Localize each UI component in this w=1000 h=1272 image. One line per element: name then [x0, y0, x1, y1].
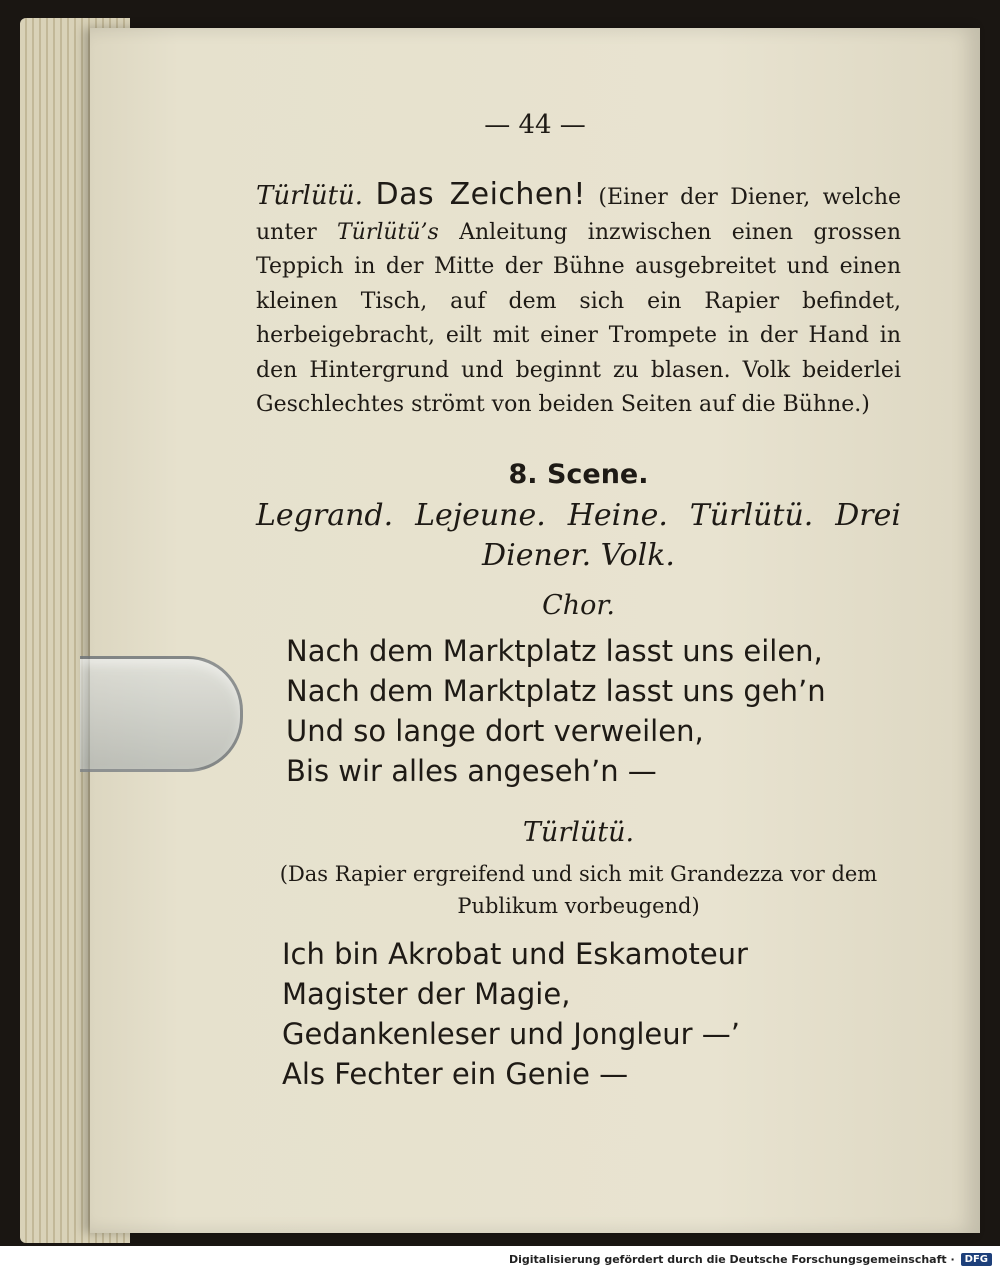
page-number: — 44 —	[484, 110, 586, 140]
speaker-turlutu-2: Türlütü.	[522, 816, 635, 848]
speaker-turlutu: Türlütü.	[256, 181, 364, 211]
turlutu-verse	[282, 934, 901, 1094]
footer-credit: Digitalisierung gefördert durch die Deutsche Forschungsgemeinschaft ·	[508, 1252, 955, 1266]
chorus-verse	[286, 631, 901, 791]
verse-line: Nach dem Marktplatz lasst uns geh’n	[286, 673, 826, 708]
verse-line: Bis wir alles angeseh’n —	[286, 753, 657, 788]
dfg-logo: DFG	[961, 1253, 992, 1266]
cast-list: Legrand. Lejeune. Heine. Türlütü. Drei Diener. Volk.	[256, 497, 901, 573]
plastic-page-clip	[80, 656, 243, 772]
verse-line: Magister der Magie,	[282, 976, 571, 1011]
verse-line: Nach dem Marktplatz lasst uns eilen,	[286, 633, 823, 668]
book-page	[90, 28, 980, 1233]
verse-line: Und so lange dort verweilen,	[286, 713, 704, 748]
verse-line: Ich bin Akrobat und Eskamoteur	[282, 936, 748, 971]
verse-line: Gedankenleser und Jongleur —’	[282, 1016, 740, 1051]
digitization-footer	[0, 1246, 1000, 1272]
scene-title: 8. Scene.	[508, 458, 649, 490]
stage-direction-rest: Anleitung inzwischen einen grossen Teppich in der Mitte der Bühne ausgebreitet und einen kleinen Tisch, auf dem sich ein Rapier befindet, herbeigebracht, eilt mit einer Trompete in der Hand in den Hintergrund und beginnt zu blasen. Volk beiderlei Geschlechtes strömt von beiden Seiten auf die Bühne.)	[256, 219, 901, 417]
stage-paragraph	[256, 178, 901, 423]
speaker-chor: Chor.	[542, 589, 615, 621]
stage-direction-open: (Einer der Diener, welche unter	[256, 185, 902, 245]
text-block	[256, 178, 901, 1094]
verse-line: Als Fechter ein Genie —	[282, 1056, 629, 1091]
stage-direction: (Das Rapier ergreifend und sich mit Grandezza vor dem Publikum vorbeugend)	[279, 861, 878, 918]
stage-direction-name: Türlütü’s	[336, 219, 439, 245]
dialogue-line: Das Zeichen!	[375, 177, 586, 212]
